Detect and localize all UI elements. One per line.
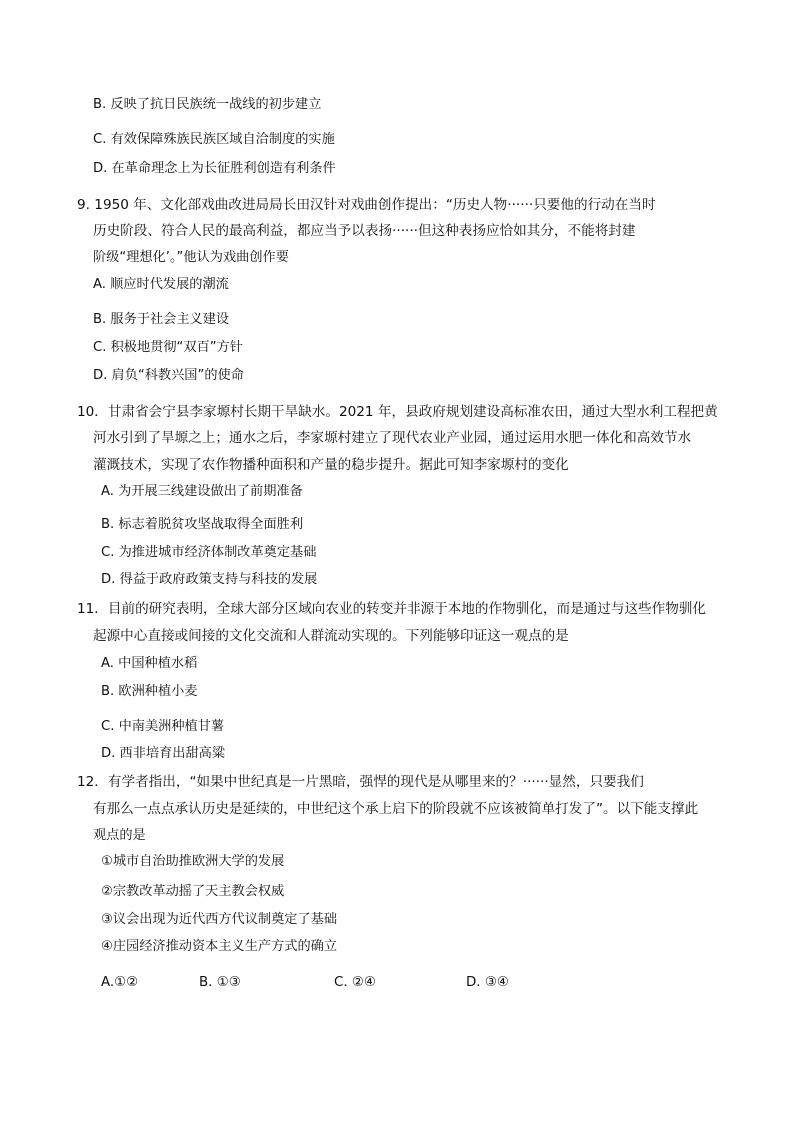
q10-stem-line-1: 10．甘肃省会宁县李家塬村长期干旱缺水。2021 年，县政府规划建设高标准农田，通过大型水利工程把黄 (77, 404, 718, 420)
q10-option-a[interactable]: A. 为开展三线建设做出了前期准备 (101, 484, 303, 499)
q12-stem-line-2: 有那么一点点承认历史是延续的，中世纪这个承上启下的阶段就不应该被简单打发了”。以下能支撑此 (93, 801, 699, 817)
q11-stem-line-2: 起源中心直接或间接的文化交流和人群流动实现的。下列能够印证这一观点的是 (93, 628, 569, 644)
q12-statement-4: ④庄园经济推动资本主义生产方式的确立 (101, 939, 338, 954)
q10-option-b[interactable]: B. 标志着脱贫攻坚战取得全面胜利 (101, 517, 304, 532)
q12-statement-1: ①城市自治助推欧洲大学的发展 (101, 854, 285, 869)
q12-answer-b[interactable]: B. ①③ (199, 975, 241, 990)
q9-option-c[interactable]: C. 积极地贯彻“双百”方针 (93, 340, 243, 355)
q12-answer-d[interactable]: D. ③④ (466, 975, 509, 990)
q12-stem-line-3: 观点的是 (93, 828, 146, 843)
q9-option-b[interactable]: B. 服务于社会主义建设 (93, 312, 230, 327)
q11-option-a[interactable]: A. 中国种植水稻 (101, 656, 198, 671)
q8-option-c[interactable]: C. 有效保障殊族民族区域自洽制度的实施 (93, 132, 335, 147)
q10-stem-line-3: 灌溉技术，实现了农作物播种面积和产量的稳步提升。据此可知李家塬村的变化 (93, 457, 569, 473)
q8-option-d[interactable]: D. 在革命理念上为长征胜利创造有利条件 (93, 161, 336, 176)
q12-statement-2: ②宗教改革动摇了天主教会权威 (101, 884, 285, 899)
q9-stem-line-3: 阶级“理想化’。”他认为戏曲创作要 (93, 250, 289, 265)
q10-option-c[interactable]: C. 为推进城市经济体制改革奠定基础 (101, 545, 317, 560)
q9-option-d[interactable]: D. 肩负“科教兴国”的使命 (93, 368, 244, 383)
q10-stem-line-2: 河水引到了旱塬之上；通水之后，李家塬村建立了现代农业产业园，通过运用水肥一体化和高效节水 (93, 430, 692, 446)
q10-option-d[interactable]: D. 得益于政府政策支持与科技的发展 (101, 572, 318, 587)
q11-option-d[interactable]: D. 西非培育出甜高粱 (101, 746, 226, 761)
q9-stem-line-2: 历史阶段、符合人民的最高利益，都应当予以表扬······但这种表扬应恰如其分，不能将封建 (93, 223, 636, 239)
q12-answer-c[interactable]: C. ②④ (334, 975, 376, 990)
q12-statement-3: ③议会出现为近代西方代议制奠定了基础 (101, 912, 338, 927)
q11-option-b[interactable]: B. 欧洲种植小麦 (101, 684, 198, 699)
q9-option-a[interactable]: A. 顺应时代发展的潮流 (93, 277, 229, 292)
q12-stem-line-1: 12．有学者指出，“如果中世纪真是一片黑暗，强悍的现代是从哪里来的？······显然，只要我们 (77, 774, 644, 790)
q11-option-c[interactable]: C. 中南美洲种植甘薯 (101, 719, 225, 734)
q9-stem-line-1: 9. 1950 年、文化部戏曲改进局局长田汉针对戏曲创作提出：“历史人物······只要他的行动在当时 (77, 197, 656, 213)
q11-stem-line-1: 11．目前的研究表明，全球大部分区域向农业的转变并非源于本地的作物驯化，而是通过与这些作物驯化 (77, 601, 707, 617)
q8-option-b[interactable]: B. 反映了抗日民族统一战线的初步建立 (93, 97, 322, 112)
q12-answer-a[interactable]: A.①② (101, 975, 139, 990)
